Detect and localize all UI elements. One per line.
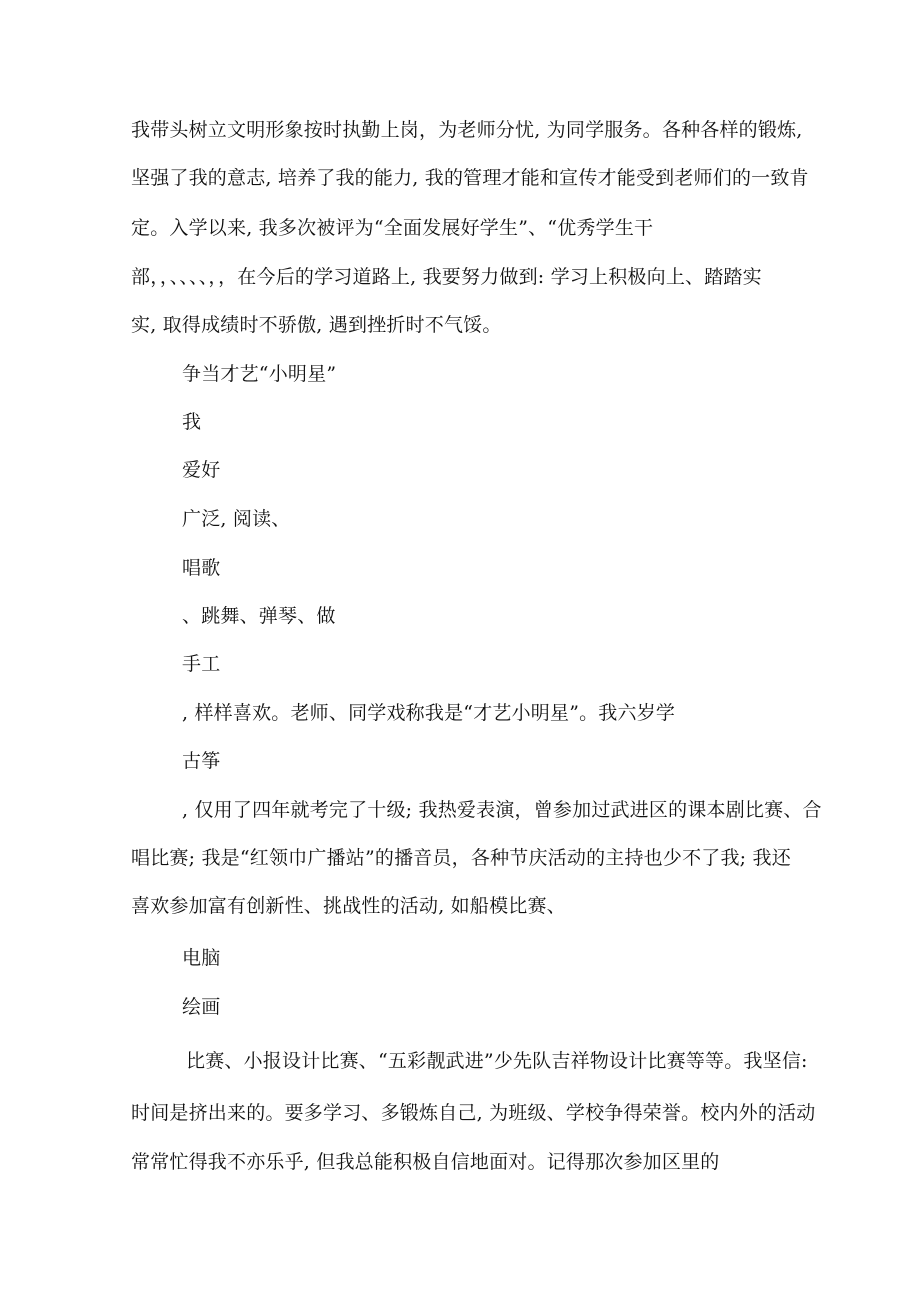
paragraph-line: 爱好	[182, 459, 221, 481]
paragraph-line: 坚强了我的意志, 培养了我的能力, 我的管理才能和宣传才能受到老师们的一致肯	[131, 167, 809, 189]
paragraph-line: 比赛、小报设计比赛、“五彩靓武进”少先队吉祥物设计比赛等等。我坚信:	[186, 1050, 808, 1072]
paragraph-line: , 样样喜欢。老师、同学戏称我是“才艺小明星”。我六岁学	[182, 702, 676, 724]
paragraph-line: 实, 取得成绩时不骄傲, 遇到挫折时不气馁。	[131, 314, 502, 336]
paragraph-line: 定。入学以来, 我多次被评为“全面发展好学生”、“优秀学生干	[131, 217, 654, 239]
paragraph-line: 绘画	[182, 996, 221, 1018]
paragraph-line: 我	[182, 411, 202, 433]
paragraph-line: 时间是挤出来的。要多学习、多锻炼自己, 为班级、学校争得荣誉。校内外的活动	[131, 1102, 816, 1124]
paragraph-line: 古筝	[182, 750, 221, 772]
paragraph-line: 部，，、、、、，，在今后的学习道路上, 我要努力做到: 学习上积极向上、踏踏实	[131, 266, 762, 288]
paragraph-line: 、跳舞、弹琴、做	[182, 605, 336, 627]
paragraph-line: 唱比赛; 我是“红领巾广播站”的播音员，各种节庆活动的主持也少不了我; 我还	[131, 847, 791, 869]
paragraph-line: 常常忙得我不亦乐乎, 但我总能积极自信地面对。记得那次参加区里的	[131, 1151, 720, 1173]
section-heading: 争当才艺“小明星”	[182, 363, 337, 385]
paragraph-line: 喜欢参加富有创新性、挑战性的活动, 如船模比赛、	[131, 895, 566, 917]
paragraph-line: 唱歌	[182, 557, 221, 579]
paragraph-line: , 仅用了四年就考完了十级; 我热爱表演，曾参加过武进区的课本剧比赛、合	[182, 799, 822, 821]
paragraph-line: 手工	[182, 653, 221, 675]
paragraph-line: 广泛, 阅读、	[182, 508, 291, 530]
paragraph-line: 电脑	[182, 947, 221, 969]
paragraph-line: 我带头树立文明形象按时执勤上岗，为老师分忧, 为同学服务。各种各样的锻炼,	[131, 119, 803, 141]
